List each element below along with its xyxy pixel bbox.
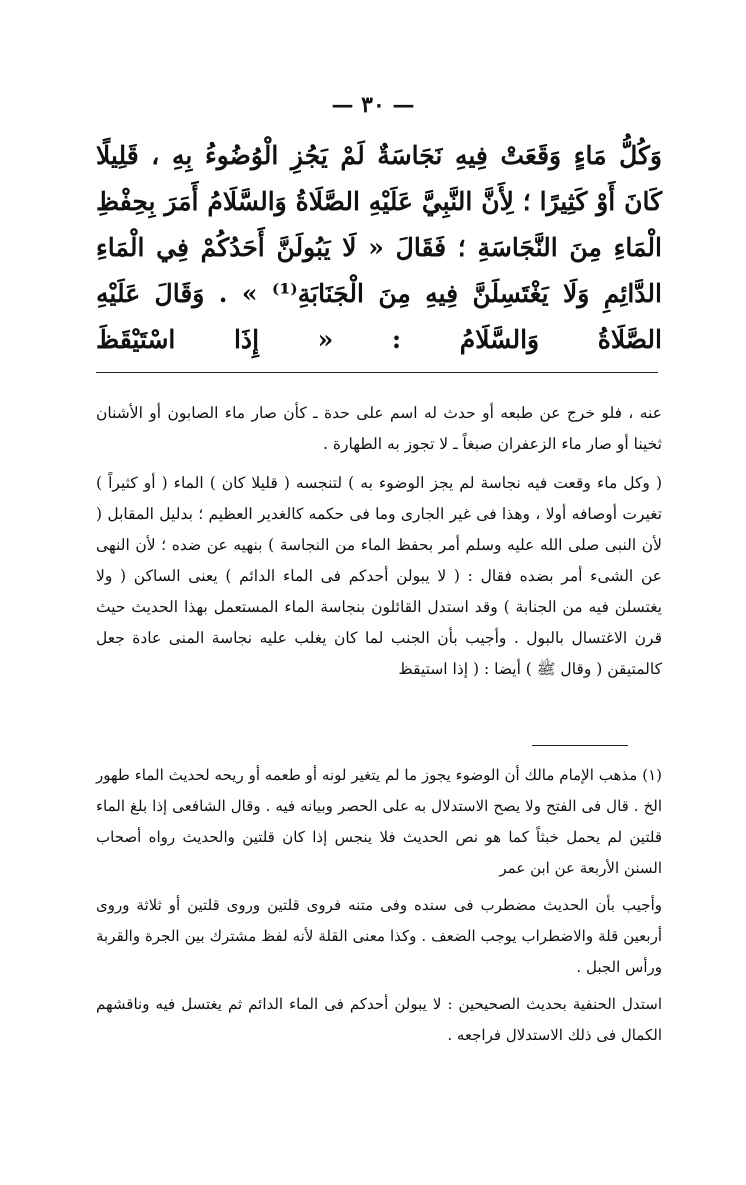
- footnote-paragraph: وأجيب بأن الحديث مضطرب فى سنده وفى متنه فروى قلتين وروى قلتين أو ثلاثة وروى أربعين قلة والاضطراب يوجب الضعف . وكذا معنى القلة لأنه لفظ مشترك بين الجرة والقربة ورأس الجبل .: [96, 896, 662, 976]
- section-divider: [96, 372, 658, 373]
- commentary-paragraph: عنه ، فلو خرج عن طبعه أو حدث له اسم على حدة ـ كأن صار ماء الصابون أو الأشنان ثخينا أو صار ماء الزعفران صبغاً ـ لا تجوز به الطهارة .: [96, 404, 662, 453]
- page-number: — ٣٠ —: [331, 92, 415, 118]
- footnotes-block: [96, 760, 662, 1051]
- commentary-paragraph: ( وكل ماء وقعت فيه نجاسة لم يجز الوضوء به ) لتنجسه ( قليلا كان ) الماء ( أو كثيراً ) تغيرت أوصافه أولا ، وهذا فى غير الجارى وما فى حكمه كالغدير العظيم ؛ بدليل المقابل ( لأن النبى صلى الله عليه وسلم أمر بحفظ الماء من النجاسة ) بنهيه عن ضده ؛ لأن النهى عن الشىء أمر بضده فقال : ( لا يبولن أحدكم فى الماء الدائم ) يعنى الساكن ( ولا يغتسلن فيه من الجنابة ) وقد استدل القائلون بنجاسة الماء المستعمل بهذا الحديث حيث قرن الاغتسال بالبول . وأجيب بأن الجنب لما كان يغلب عليه نجاسة المنى عادة جعل كالمتيقن ( وقال ﷺ ) أيضا : ( إذا استيقظ: [96, 474, 662, 678]
- footnote-paragraph: استدل الحنفية بحديث الصحيحين : لا يبولن أحدكم فى الماء الدائم ثم يغتسل فيه وناقشهم الكمال فى ذلك الاستدلال فراجعه .: [96, 995, 662, 1044]
- main-text-block: [96, 133, 662, 363]
- footnote-paragraph: (١) مذهب الإمام مالك أن الوضوء يجوز ما لم يتغير لونه أو طعمه أو ريحه لحديث الماء طهور الخ . قال فى الفتح ولا يصح الاستدلال به على الحصر وبيانه فيه . وقال الشافعى إذا بلغ الماء قلتين لم يحمل خبثاً كما هو نص الحديث فلا ينجس إذا كان قلتين والحديث رواه أصحاب السنن الأربعة عن ابن عمر: [96, 766, 662, 877]
- main-text-paragraph: وَكُلُّ مَاءٍ وَقَعَتْ فِيهِ نَجَاسَةٌ لَمْ يَجُزِ الْوُضُوءُ بِهِ ، قَلِيلًا كَانَ أَوْ كَثِيرًا ؛ لِأَنَّ النَّبِيَّ عَلَيْهِ الصَّلَاةُ وَالسَّلَامُ أَمَرَ بِحِفْظِ الْمَاءِ مِنَ النَّجَاسَةِ ؛ فَقَالَ « لَا يَبُولَنَّ أَحَدُكُمْ فِي الْمَاءِ الدَّائِمِ وَلَا يَغْتَسِلَنَّ فِيهِ مِنَ الْجَنَابَةِ⁽¹⁾ » . وَقَالَ عَلَيْهِ الصَّلَاةُ وَالسَّلَامُ : « إِذَا اسْتَيْقَظَ: [96, 141, 662, 354]
- commentary-block: [96, 398, 662, 685]
- footnote-divider: [532, 745, 628, 746]
